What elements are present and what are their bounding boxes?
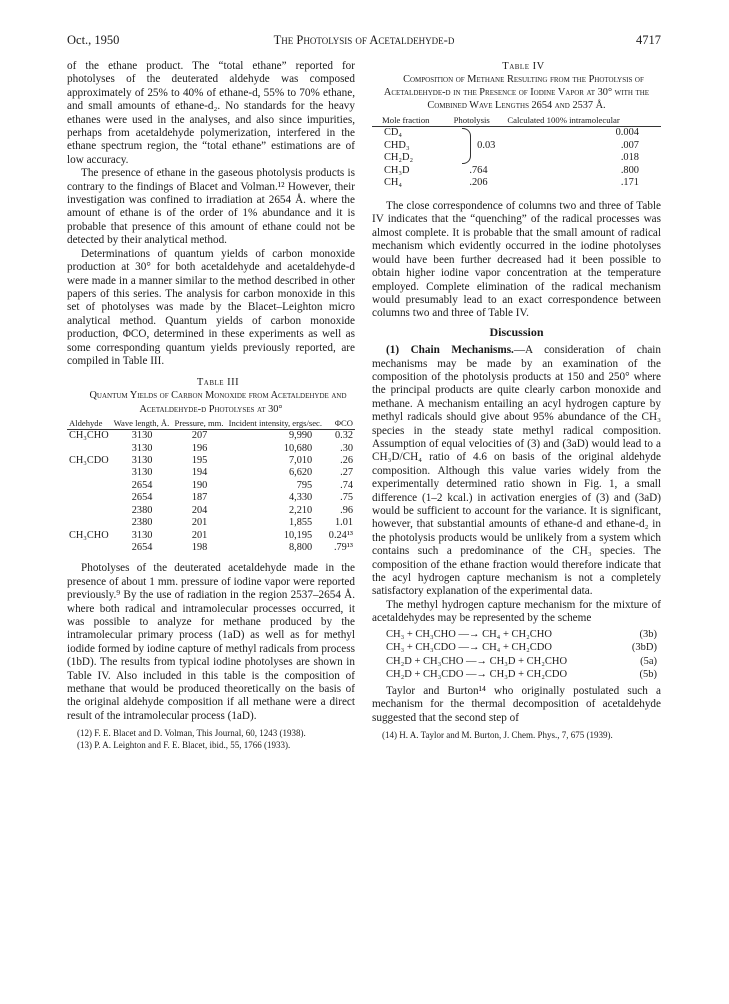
table-cell: CH₃CHO (69, 430, 109, 442)
column-header: ΦCO (326, 419, 355, 430)
footnote: (14) H. A. Taylor and M. Burton, J. Chem. Phys., 7, 675 (1939). (382, 730, 613, 741)
column-header: Photolysis (452, 116, 506, 127)
paragraph: Photolyses of the deuterated acetaldehyde made in the presence of about 1 mm. pressure of iodine vapor were reported previously.⁹ By the use of radiation in the region 2537–2654 Å. where both radical and intramolecular processes occurred, it was possible to analyze for methane produced by the intramolecular primary process (1aD) as well as for methyl iodide formed by iodine capture of methyl radicals from process (1bD). The results from typical iodine photolyses are shown in Table IV. Also included in this table is the composition of methane that would be produced theoretically on the basis of the original aldehyde composition if all methane were a direct result of the intramolecular process (1aD). (67, 562, 355, 722)
table-cell: 3130 (131, 529, 153, 541)
equation: CH₂D + CH₃CDO —→ CH₃D + CH₂CDO (5b) (386, 669, 657, 681)
table-row (67, 455, 355, 467)
table-cell: 2380 (131, 517, 153, 529)
table-cell: 795 (296, 479, 313, 491)
table-cell: .79¹³ (333, 541, 353, 553)
table-iv (372, 60, 661, 190)
table-cell: 0.32 (334, 430, 353, 442)
table-cell: CH₃CHO (69, 529, 109, 541)
table-cell (67, 443, 112, 455)
table-caption: Quantum Yields of Carbon Monoxide from Acetaldehyde and Acetaldehyde-d Photolyses at 30° (89, 390, 347, 415)
equation: CH₃ + CH₃CHO —→ CH₄ + CH₂CHO (3b) (386, 628, 657, 640)
table-iii (67, 376, 355, 554)
table-cell: 2654 (131, 541, 153, 553)
table-row: CD₄ 0.03 0.004 (372, 127, 661, 140)
table-cell: 3130 (131, 455, 153, 467)
footnotes (67, 728, 355, 751)
table-cell: CH₃CDO (69, 455, 109, 467)
column-header: Pressure, mm. (173, 419, 227, 430)
table-label: Table III (196, 377, 240, 389)
footnote: (12) F. E. Blacet and D. Volman, This Journal, 60, 1243 (1938). (77, 728, 306, 739)
subsection-lead: (1) Chain Mechanisms. (386, 344, 514, 357)
table-cell: 8,800 (288, 541, 313, 553)
table-cell: 201 (191, 529, 208, 541)
table-row (67, 467, 355, 479)
footnotes (372, 730, 661, 741)
table-row: CH₃D .764 .800 (384, 164, 639, 176)
column-header: Incident intensity, ergs/sec. (227, 419, 326, 430)
brace (462, 128, 471, 164)
table-cell: .27 (340, 467, 353, 479)
table-cell: 10,680 (283, 442, 313, 454)
table-cell: 3130 (131, 430, 153, 442)
table-cell: 190 (191, 479, 208, 491)
table-cell: 3130 (131, 442, 153, 454)
header-date: Oct., 1950 (67, 33, 120, 47)
table-row (67, 480, 355, 492)
table-row: CHD₃ .007 (384, 139, 639, 151)
table-cell: 195 (191, 455, 208, 467)
paragraph: Determinations of quantum yields of carbon monoxide production at 30° for both acetaldehyde and acetaldehyde-d were made in a manner similar to the method described in other papers of this series. The analysis for carbon monoxide in this set of photolyses was made by the Blacet–Leighton micro analytical method. Quantum yields of carbon monoxide production, ΦCO, determined in these experiments as well as some corresponding quantum yields previously reported, are compiled in Table III. (67, 247, 355, 367)
table-row (67, 530, 355, 542)
table-cell: 194 (191, 467, 208, 479)
section-heading: Discussion (489, 324, 544, 339)
table-row (67, 505, 355, 517)
header-title: The Photolysis of Acetaldehyde-d (273, 33, 455, 47)
reaction-scheme (372, 628, 661, 682)
table-row (67, 492, 355, 504)
table-cell: 207 (191, 430, 208, 442)
equation: CH₃ + CH₃CDO —→ CH₄ + CH₂CDO (3bD) (386, 642, 657, 654)
table-row: CH₂D₂ .018 (384, 152, 639, 164)
paragraph: Taylor and Burton¹⁴ who originally postulated such a mechanism for the thermal decomposition of acetaldehyde suggested that the second step of (372, 685, 661, 724)
table-label: Table IV (502, 61, 545, 72)
table-cell: 1,855 (288, 517, 313, 529)
table-cell (67, 467, 112, 479)
left-column (67, 60, 355, 751)
table-row: CH₄ .206 .171 (384, 177, 639, 189)
table-cell (67, 505, 112, 517)
paragraph: of the ethane product. The “total ethane” reported for photolyses of the deuterated aldehyde was composed approximately of 25% to 40% of ethane-d, 55% to 70% ethane, and small amounts of ethane-d₂. No standards for the heavy ethanes were used in the analyses, and also since impurities, perhaps from acetaldehyde polymerization, interfered in the ethane spectrum region, the “total ethane” estimations are of low accuracy. (67, 60, 355, 166)
table-caption: Composition of Methane Resulting from the Photolysis of Acetaldehyde-d in the Presence of Iodine Vapor at 30° with the Combined Wave Lengths 2654 and 2537 Å. (383, 74, 650, 112)
table-cell: 187 (191, 492, 208, 504)
running-header (67, 33, 661, 49)
column-header: Wave length, Å. (112, 419, 173, 430)
page-number: 4717 (636, 33, 661, 47)
table-cell: 0.03 (477, 139, 496, 151)
paragraph: The close correspondence of columns two and three of Table IV indicates that the “quenching” of the radical processes was almost complete. It is probable that the small amount of radical mechanism which evidently occurred in the iodine photolyses would have been further decreased had it been possible to obtain higher iodine vapor concentration at the temperature employed. Complete elimination of the radical mechanism would presumably lead to an exact correspondence between columns two and three of Table IV. (372, 200, 661, 320)
table-cell: 10,195 (283, 529, 313, 541)
table-cell: 3130 (131, 467, 153, 479)
table-row (67, 443, 355, 455)
table-row (67, 542, 355, 554)
table-cell: 0.24¹³ (328, 529, 353, 541)
table-cell: 204 (191, 504, 208, 516)
table-cell (67, 542, 112, 554)
footnote: (13) P. A. Leighton and F. E. Blacet, ibid., 55, 1766 (1933). (77, 739, 291, 750)
table-cell: .75 (340, 492, 353, 504)
table-row (67, 517, 355, 529)
table-row (67, 430, 355, 443)
table-cell: 196 (191, 442, 208, 454)
column-header: Mole fraction (372, 116, 452, 127)
table-cell: 7,010 (288, 455, 313, 467)
table-cell: .96 (340, 504, 353, 516)
table-cell: .30 (340, 442, 353, 454)
column-header: Calculated 100% intramolecular (505, 116, 661, 127)
equation: CH₂D + CH₃CHO —→ CH₃D + CH₂CHO (5a) (386, 655, 657, 667)
table-cell: .74 (340, 479, 353, 491)
right-column (372, 60, 661, 742)
table-cell: 6,620 (288, 467, 313, 479)
table-cell: 9,990 (288, 430, 313, 442)
table-cell: .26 (340, 455, 353, 467)
paragraph: (1) Chain Mechanisms.—A consideration of chain mechanisms may be made by an examination of the composition of the photolysis products at 150 and 250° where the principal products are quite clearly carbon monoxide and methane. A mechanism entailing an acyl hydrogen capture by methyl radicals should give about 95% abundance of the CH₃ species in the steady state methyl radical composition. Assumption of equal velocities of (3) and (3aD) would lead to a CH₃D/CH₄ ratio of 4.6 on basis of the original aldehyde composition. Although this value varies widely from the experimentally determined ratio shown in Fig. 1, a small difference (1–2 kcal.) in activation energies of (3) and (3aD) would be sufficient to account for the variance. It is significant, however, that substantial amounts of ethane-d and ethane-d₂ in the photolysis products would be unlikely from a system which contains such a predominance of the CH₃ species. The composition of the ethane fraction would therefore indicate that the acyl hydrogen capture mechanism is not a completely satisfactory explanation of the experimental data. (372, 344, 662, 598)
paragraph: The methyl hydrogen capture mechanism for the mixture of acetaldehydes may be represented by the scheme (372, 598, 661, 625)
column-header: Aldehyde (67, 419, 112, 430)
table-cell: 2654 (131, 479, 153, 491)
table-cell: 2380 (131, 504, 153, 516)
table-cell (67, 492, 112, 504)
table-cell: 2,210 (288, 504, 313, 516)
table-cell: 201 (191, 517, 208, 529)
table-cell: 4,330 (288, 492, 313, 504)
table-cell (67, 517, 112, 529)
table-cell: 1.01 (334, 517, 353, 529)
table-cell: 2654 (131, 492, 153, 504)
table-cell (67, 480, 112, 492)
table-iii-grid (67, 419, 355, 555)
table-iv-grid (372, 116, 661, 190)
paragraph: The presence of ethane in the gaseous photolysis products is contrary to the findings of Blacet and Volman.¹² However, their investigation was confined to irradiation at 2654 Å. where the amount of ethane is of the order of 1% abundance and it is probable that presence of this amount of ethane could not be detected by their analytical method. (67, 167, 355, 247)
table-cell: 198 (191, 541, 208, 553)
